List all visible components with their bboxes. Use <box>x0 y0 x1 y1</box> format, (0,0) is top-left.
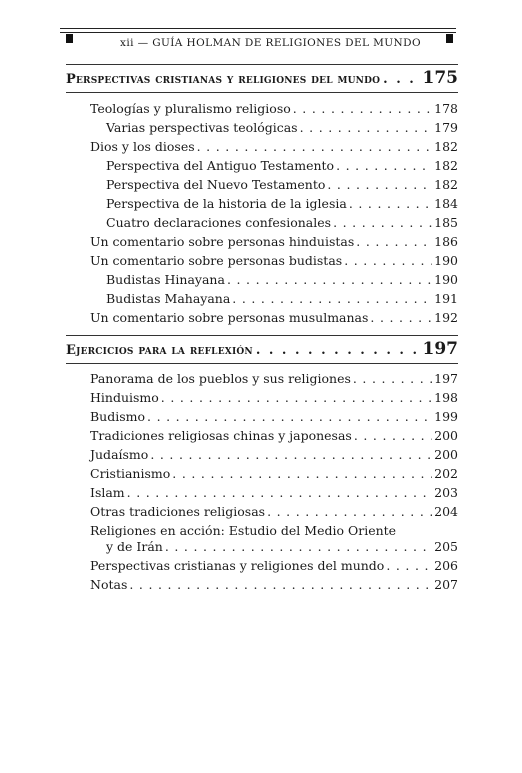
toc-entry <box>106 196 458 214</box>
toc-entry-page: 207 <box>434 577 458 592</box>
toc-entry-title: Hinduismo <box>90 390 159 405</box>
toc-entry-title: Perspectiva del Antiguo Testamento <box>106 158 335 173</box>
dot-leader <box>354 234 432 249</box>
toc-entry-title: Cristianismo <box>90 466 171 481</box>
toc-entry-title: Perspectivas cristianas y religiones del mundo <box>90 558 385 573</box>
toc-entry-title: Un comentario sobre personas hinduistas <box>90 234 355 249</box>
toc-entry-title: Dios y los dioses <box>90 139 195 154</box>
section-page: 175 <box>422 68 458 88</box>
toc-entry-page: 206 <box>434 558 458 573</box>
dot-leader <box>352 428 432 443</box>
section-rule <box>66 92 458 93</box>
toc-entry-page: 184 <box>434 196 458 211</box>
toc-entry-page: 186 <box>434 234 458 249</box>
toc-entry-page: 205 <box>434 539 458 554</box>
toc-entry <box>106 291 458 309</box>
dot-leader <box>127 577 432 592</box>
toc-entry <box>90 504 458 522</box>
toc-entry-page: 190 <box>434 253 458 268</box>
dot-leader <box>342 253 432 268</box>
toc-entry-page: 198 <box>434 390 458 405</box>
toc-entry-title: y de Irán <box>106 539 163 554</box>
toc-entry-title: Notas <box>90 577 128 592</box>
toc-entry-page: 197 <box>434 371 458 386</box>
toc-entry <box>90 310 458 328</box>
dot-leader <box>325 177 432 192</box>
toc-entry-title: Un comentario sobre personas budistas <box>90 253 343 268</box>
toc-entry <box>106 177 458 195</box>
toc-entry-title: Otras tradiciones religiosas <box>90 504 266 519</box>
section-rule <box>66 64 458 65</box>
dot-leader <box>347 196 432 211</box>
dot-leader <box>225 272 432 287</box>
toc-entry <box>90 371 458 389</box>
toc-entry-page: 200 <box>434 428 458 443</box>
toc-entry-page: 202 <box>434 466 458 481</box>
toc-entry-title: Un comentario sobre personas musulmanas <box>90 310 369 325</box>
toc-entry <box>90 447 458 465</box>
toc-entry <box>106 215 458 233</box>
toc-entry <box>106 120 458 138</box>
dot-leader <box>170 466 432 481</box>
dot-leader <box>334 158 432 173</box>
toc-entry-page: 179 <box>434 120 458 135</box>
dot-leader <box>380 72 418 87</box>
toc-entry <box>90 253 458 271</box>
header-rule-top <box>60 28 456 29</box>
dot-leader <box>230 291 432 306</box>
section-title: Ejercicios para la reflexión <box>66 343 253 358</box>
toc-entry-title: Islam <box>90 485 125 500</box>
toc-entry-title: Budismo <box>90 409 146 424</box>
toc-entry <box>90 558 458 576</box>
toc-entry-page: 182 <box>434 139 458 154</box>
toc-entry-page: 178 <box>434 101 458 116</box>
toc-entry-title: Perspectiva de la historia de la iglesia <box>106 196 347 211</box>
toc-entry-title: Budistas Hinayana <box>106 272 225 287</box>
toc-entry-title: Cuatro declaraciones confesionales <box>106 215 332 230</box>
toc-entry <box>90 390 458 408</box>
section-page: 197 <box>422 339 458 359</box>
toc-entry <box>106 539 458 557</box>
dot-leader <box>159 390 432 405</box>
dot-leader <box>125 485 432 500</box>
toc-entry <box>90 428 458 446</box>
dot-leader <box>368 310 432 325</box>
toc-entry-title: Perspectiva del Nuevo Testamento <box>106 177 326 192</box>
toc-entry <box>90 485 458 503</box>
toc-entry-page: 204 <box>434 504 458 519</box>
dot-leader <box>148 447 432 462</box>
toc-entry <box>90 577 458 595</box>
toc-entry-page: 182 <box>434 177 458 192</box>
toc-entry-page: 199 <box>434 409 458 424</box>
section-rule <box>66 335 458 336</box>
dot-leader <box>291 101 432 116</box>
dot-leader <box>384 558 432 573</box>
toc-entry-title: Tradiciones religiosas chinas y japonesas <box>90 428 352 443</box>
toc-entry <box>90 409 458 427</box>
header-rule-bottom <box>60 32 456 33</box>
toc-entry <box>90 101 458 119</box>
corner-mark-right <box>446 34 453 43</box>
dot-leader <box>253 343 419 358</box>
corner-mark-left <box>66 34 73 43</box>
toc-entry-first-line: Religiones en acción: Estudio del Medio Oriente <box>90 523 397 538</box>
toc-entry <box>90 466 458 484</box>
section-heading-perspectivas <box>66 68 458 90</box>
dot-leader <box>331 215 432 230</box>
toc-entry-title: Judaísmo <box>90 447 149 462</box>
toc-entry-title: Budistas Mahayana <box>106 291 231 306</box>
toc-entry-title: Teologías y pluralismo religioso <box>90 101 291 116</box>
toc-entry-page: 185 <box>434 215 458 230</box>
dot-leader <box>265 504 432 519</box>
dot-leader <box>145 409 432 424</box>
toc-entry-title: Panorama de los pueblos y sus religiones <box>90 371 351 386</box>
toc-entry-title: Varias perspectivas teológicas <box>106 120 298 135</box>
section-title: Perspectivas cristianas y religiones del mundo <box>66 72 381 87</box>
running-head: xii — GUÍA HOLMAN DE RELIGIONES DEL MUNDO <box>120 37 421 49</box>
toc-entry-page: 190 <box>434 272 458 287</box>
section-heading-ejercicios <box>66 339 458 361</box>
dot-leader <box>298 120 433 135</box>
dot-leader <box>195 139 433 154</box>
toc-entry <box>90 139 458 157</box>
toc-entry-page: 182 <box>434 158 458 173</box>
toc-entry <box>106 272 458 290</box>
toc-entry-page: 203 <box>434 485 458 500</box>
toc-entry-page: 192 <box>434 310 458 325</box>
dot-leader <box>351 371 432 386</box>
toc-entry-page: 191 <box>434 291 458 306</box>
dot-leader <box>163 539 432 554</box>
toc-entry <box>90 234 458 252</box>
section-rule <box>66 363 458 364</box>
toc-entry-page: 200 <box>434 447 458 462</box>
toc-entry <box>106 158 458 176</box>
